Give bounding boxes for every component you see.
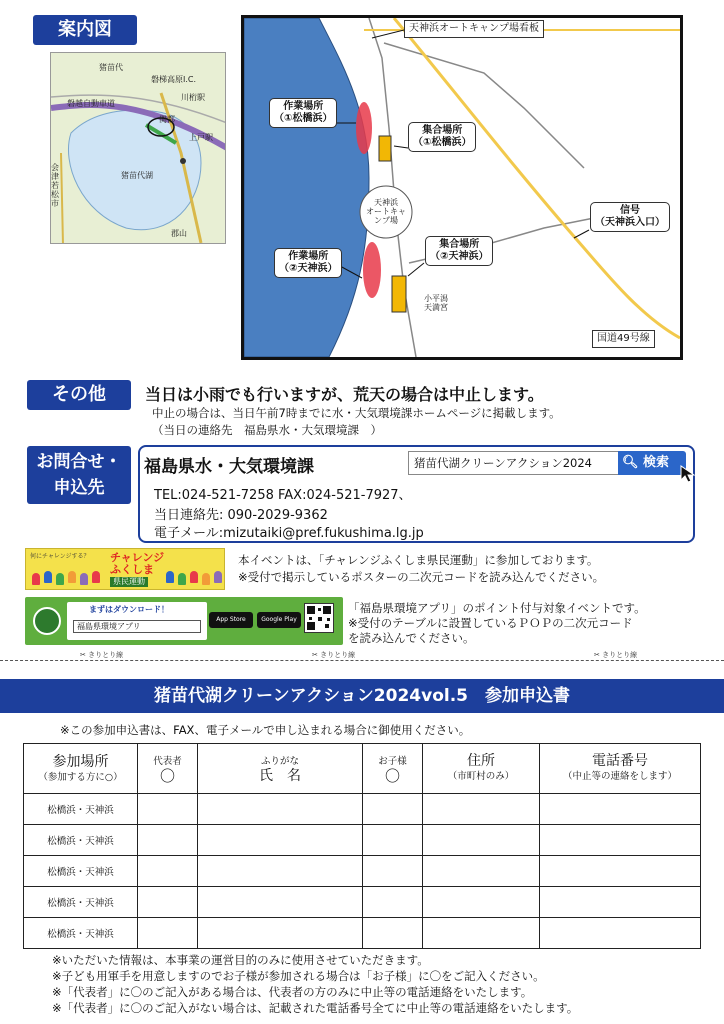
footnote: ※「代表者」に〇のご記入がある場合は、代表者の方のみに中止等の電話連絡をいたします。 bbox=[52, 985, 533, 999]
section-tag-contact bbox=[27, 446, 131, 504]
challenge-banner-top: 何にチャレンジする？ bbox=[30, 553, 90, 560]
header-child-mark: 〇 bbox=[384, 766, 400, 785]
overview-label: 上戸駅 bbox=[189, 133, 213, 142]
person-icon bbox=[178, 573, 186, 585]
map-meeting-2-line1: 集合場所 bbox=[439, 239, 480, 250]
map-signal-line2: （天神浜入口） bbox=[595, 217, 665, 228]
overview-label: 猪苗代湖 bbox=[121, 171, 153, 180]
table-row bbox=[24, 918, 701, 949]
child-cell[interactable] bbox=[363, 794, 423, 825]
header-rep-label: 代表者 bbox=[153, 755, 182, 767]
section-tag-contact-line1: お問合せ・ bbox=[36, 452, 122, 472]
rep-cell[interactable] bbox=[138, 825, 198, 856]
map-work-site-1 bbox=[269, 98, 337, 128]
header-rep-mark: 〇 bbox=[159, 766, 175, 785]
rep-cell[interactable] bbox=[138, 887, 198, 918]
person-icon bbox=[166, 571, 174, 583]
app-name-field: 福島県環境アプリ bbox=[73, 620, 201, 633]
cut-line-label-text: きりとり線 bbox=[602, 651, 638, 659]
table-row bbox=[24, 794, 701, 825]
map-campsite-line3: ンプ場 bbox=[374, 216, 398, 225]
map-campsite-line2: オートキャ bbox=[366, 207, 406, 216]
map-work-site-2 bbox=[274, 248, 342, 278]
header-place-sub: （参加する方に○） bbox=[38, 771, 123, 783]
map-shrine-line2: 天満宮 bbox=[424, 303, 448, 312]
overview-map bbox=[50, 52, 226, 244]
detail-map bbox=[241, 15, 683, 360]
app-note-line2: を読み込んでください。 bbox=[348, 631, 475, 645]
map-campsite-line1: 天神浜 bbox=[374, 198, 398, 207]
address-cell[interactable] bbox=[423, 856, 540, 887]
challenge-fukushima-banner bbox=[25, 548, 225, 590]
person-icon bbox=[32, 573, 40, 585]
name-cell[interactable] bbox=[198, 918, 363, 949]
header-phone-sub: （中止等の連絡をします） bbox=[562, 770, 677, 782]
footnote: ※いただいた情報は、本事業の運営目的のみに使用させていただきます。 bbox=[52, 953, 429, 967]
header-child bbox=[363, 744, 423, 794]
person-icon bbox=[56, 573, 64, 585]
footnote: ※子ども用軍手を用意しますのでお子様が参加される場合は「お子様」に〇をご記入ください。 bbox=[52, 969, 545, 983]
map-shrine-label bbox=[424, 294, 448, 312]
contact-department: 福島県水・大気環境課 bbox=[144, 457, 314, 477]
address-cell[interactable] bbox=[423, 825, 540, 856]
table-row bbox=[24, 887, 701, 918]
section-tag-other: その他 bbox=[27, 380, 131, 410]
address-cell[interactable] bbox=[423, 794, 540, 825]
cut-line-label: ✂ きりとり線 bbox=[80, 651, 124, 659]
challenge-text: 本イベントは、「チャレンジふくしま県民運動」に参加しております。 bbox=[238, 553, 599, 567]
map-meeting-1-line2: （①松橋浜） bbox=[413, 137, 472, 148]
overview-label: 川桁駅 bbox=[181, 93, 205, 102]
challenge-logo-sub: 県民運動 bbox=[110, 577, 148, 587]
section-tag-map: 案内図 bbox=[33, 15, 137, 45]
google-play-badge[interactable]: Google Play bbox=[257, 612, 301, 628]
name-cell[interactable] bbox=[198, 887, 363, 918]
place-cell[interactable]: 松橋浜・天神浜 bbox=[24, 856, 138, 887]
child-cell[interactable] bbox=[363, 887, 423, 918]
contact-tel-fax: TEL:024-521-7258 FAX:024-521-7927、 bbox=[154, 488, 412, 503]
phone-cell[interactable] bbox=[540, 825, 701, 856]
phone-cell[interactable] bbox=[540, 856, 701, 887]
other-day-contact-note: （当日の連絡先 福島県水・大気環境課 ） bbox=[152, 423, 382, 437]
overview-label: 会津若松市 bbox=[51, 163, 59, 208]
header-phone-label: 電話番号 bbox=[592, 752, 648, 769]
map-shrine-line1: 小平潟 bbox=[424, 294, 448, 303]
name-cell[interactable] bbox=[198, 794, 363, 825]
search-button[interactable] bbox=[618, 451, 686, 475]
environment-app-banner bbox=[25, 597, 343, 645]
overview-label: 郡山 bbox=[171, 229, 187, 238]
place-cell[interactable]: 松橋浜・天神浜 bbox=[24, 887, 138, 918]
cut-line-label-text: きりとり線 bbox=[88, 651, 124, 659]
header-name bbox=[198, 744, 363, 794]
map-meeting-2-line2: （②天神浜） bbox=[430, 251, 489, 262]
person-icon bbox=[202, 573, 210, 585]
search-icon: 🔍︎ bbox=[622, 455, 639, 470]
phone-cell[interactable] bbox=[540, 918, 701, 949]
footnote: ※「代表者」に〇のご記入がない場合は、記載された電話番号全てに中止等の電話連絡をいたします。 bbox=[52, 1001, 579, 1015]
address-cell[interactable] bbox=[423, 887, 540, 918]
child-cell[interactable] bbox=[363, 918, 423, 949]
place-cell[interactable]: 松橋浜・天神浜 bbox=[24, 825, 138, 856]
cut-line-label-text: きりとり線 bbox=[320, 651, 356, 659]
map-work-site-1-line2: （①松橋浜） bbox=[274, 113, 333, 124]
other-cancel-note: 中止の場合は、当日午前7時までに水・大気環境課ホームページに掲載します。 bbox=[152, 406, 561, 420]
header-address-sub: （市町村のみ） bbox=[447, 770, 515, 782]
person-icon bbox=[80, 573, 88, 585]
other-main-notice: 当日は小雨でも行いますが、荒天の場合は中止します。 bbox=[145, 385, 544, 404]
rep-cell[interactable] bbox=[138, 856, 198, 887]
challenge-logo-line2: ふくしま bbox=[110, 563, 154, 576]
map-campsite-label bbox=[364, 198, 408, 225]
overview-label: 猪苗代 bbox=[99, 63, 123, 72]
cursor-icon bbox=[679, 464, 699, 484]
search-input[interactable]: 猪苗代湖クリーンアクション2024 bbox=[408, 451, 620, 475]
app-note-line1: ※受付のテーブルに設置しているＰＯＰの二次元コード bbox=[348, 616, 633, 630]
header-place-label: 参加場所 bbox=[52, 753, 109, 770]
address-cell[interactable] bbox=[423, 918, 540, 949]
header-address bbox=[423, 744, 540, 794]
tree-icon bbox=[33, 607, 61, 635]
header-phone bbox=[540, 744, 701, 794]
overview-label: 磐越自動車道 bbox=[67, 99, 115, 108]
contact-day-phone: 当日連絡先: 090-2029-9362 bbox=[154, 508, 328, 523]
application-form-table bbox=[23, 743, 701, 949]
rep-cell[interactable] bbox=[138, 794, 198, 825]
form-note: ※この参加申込書は、FAX、電子メールで申し込まれる場合に御使用ください。 bbox=[60, 723, 471, 737]
header-address-label: 住所 bbox=[467, 752, 495, 769]
header-place bbox=[24, 744, 138, 794]
cut-line-label: ✂ きりとり線 bbox=[312, 651, 356, 659]
header-representative bbox=[138, 744, 198, 794]
map-signal-line1: 信号 bbox=[620, 205, 640, 216]
table-row bbox=[24, 825, 701, 856]
child-cell[interactable] bbox=[363, 856, 423, 887]
table-header-row bbox=[24, 744, 701, 794]
table-row bbox=[24, 856, 701, 887]
person-icon bbox=[44, 571, 52, 583]
qr-code-icon bbox=[304, 603, 334, 633]
overview-label: 磐梯高原I.C. bbox=[151, 75, 197, 84]
phone-cell[interactable] bbox=[540, 794, 701, 825]
person-icon bbox=[68, 571, 76, 583]
map-work-site-2-line1: 作業場所 bbox=[288, 251, 329, 262]
cut-line bbox=[0, 660, 724, 661]
child-cell[interactable] bbox=[363, 825, 423, 856]
contact-email: 電子メール:mizutaiki@pref.fukushima.lg.jp bbox=[154, 526, 424, 541]
map-meeting-1-line1: 集合場所 bbox=[422, 125, 463, 136]
cut-line-label: ✂ きりとり線 bbox=[594, 651, 638, 659]
rep-cell[interactable] bbox=[138, 918, 198, 949]
name-cell[interactable] bbox=[198, 825, 363, 856]
app-download-label: まずはダウンロード！ bbox=[89, 605, 169, 614]
map-route-label: 国道49号線 bbox=[592, 330, 655, 348]
challenge-note: ※受付で掲示しているポスターの二次元コードを読み込んでください。 bbox=[238, 570, 605, 584]
person-icon bbox=[190, 571, 198, 583]
map-meeting-1 bbox=[408, 122, 476, 152]
header-child-label: お子様 bbox=[378, 755, 407, 767]
header-name-label: 氏 名 bbox=[259, 767, 301, 784]
section-tag-contact-line2: 申込先 bbox=[53, 478, 105, 498]
person-icon bbox=[214, 571, 222, 583]
map-signboard-label: 天神浜オートキャンプ場看板 bbox=[404, 20, 544, 38]
form-title: 猪苗代湖クリーンアクション2024vol.5 参加申込書 bbox=[0, 679, 724, 713]
phone-cell[interactable] bbox=[540, 887, 701, 918]
map-work-site-1-line1: 作業場所 bbox=[283, 101, 324, 112]
app-store-badge[interactable]: App Store bbox=[209, 612, 253, 628]
place-cell[interactable]: 松橋浜・天神浜 bbox=[24, 794, 138, 825]
overview-label: 関都 bbox=[159, 115, 175, 124]
map-meeting-2 bbox=[425, 236, 493, 266]
app-text: 「福島県環境アプリ」のポイント付与対象イベントです。 bbox=[348, 601, 646, 615]
map-signal-label bbox=[590, 202, 670, 232]
header-furigana: ふりがな bbox=[260, 755, 299, 767]
challenge-logo bbox=[110, 552, 164, 576]
challenge-logo-line1: チャレンジ bbox=[110, 551, 165, 564]
person-icon bbox=[92, 571, 100, 583]
name-cell[interactable] bbox=[198, 856, 363, 887]
map-work-site-2-line2: （②天神浜） bbox=[279, 263, 338, 274]
place-cell[interactable]: 松橋浜・天神浜 bbox=[24, 918, 138, 949]
search-button-label: 検索 bbox=[643, 455, 670, 470]
